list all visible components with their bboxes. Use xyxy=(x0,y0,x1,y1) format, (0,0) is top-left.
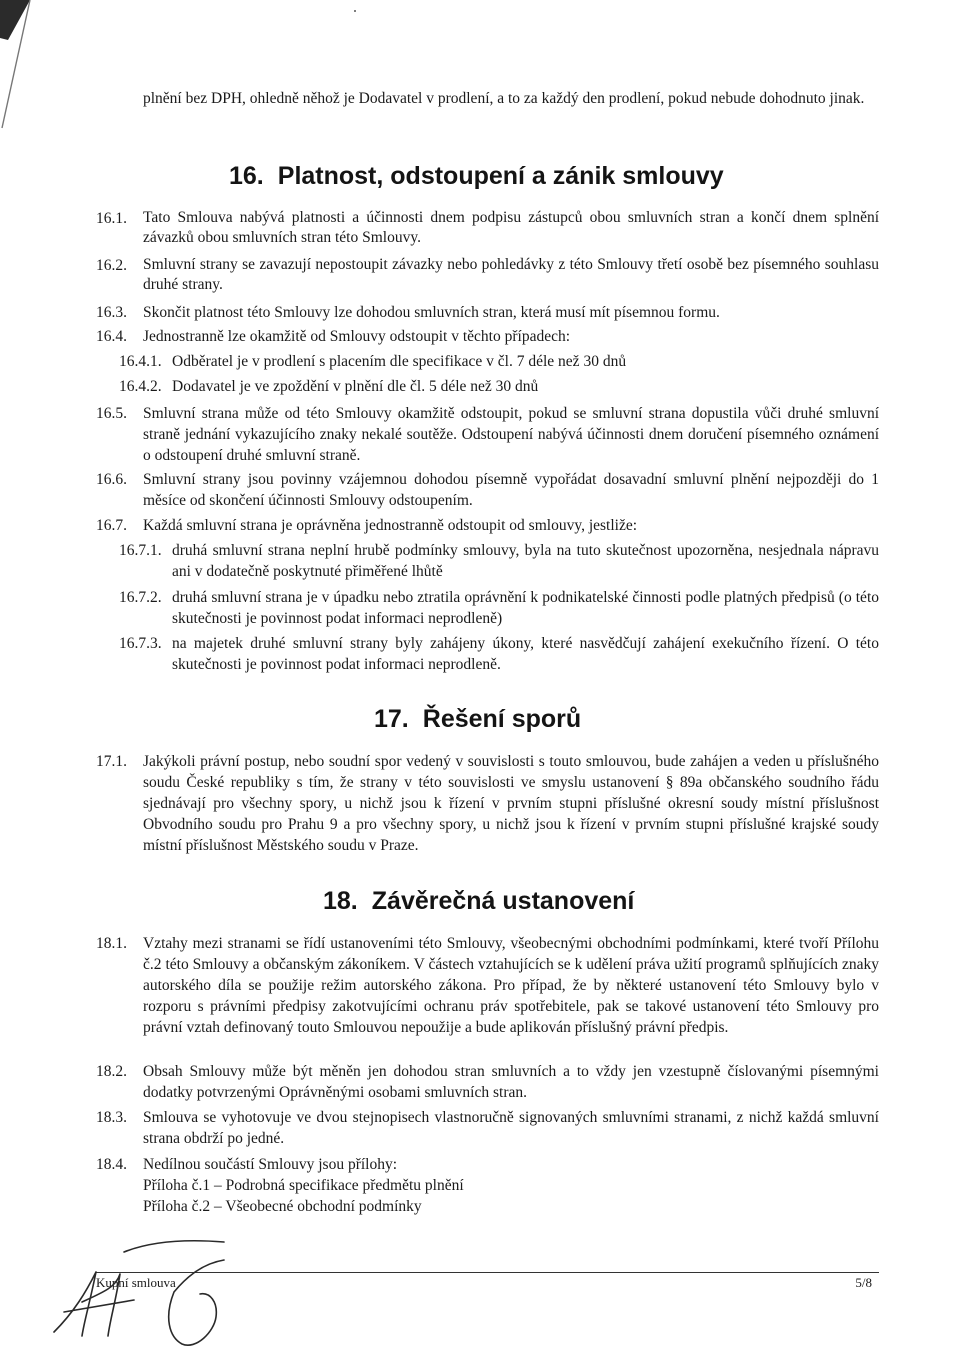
clause-number: 16.4.2. xyxy=(119,378,162,395)
clause-number: 18.2. xyxy=(96,1063,127,1080)
intro-paragraph: plnění bez DPH, ohledně něhož je Dodavatel v prodlení, a to za každý den prodlení, pokud nebude dohodnuto jinak. xyxy=(143,90,865,107)
section-18-heading xyxy=(323,886,634,916)
clause-text: na majetek druhé smluvní strany byly zahájeny úkony, které nasvědčují zahájení exekučního řízení. O této skutečnosti je povinnost podat informaci neprodleně. xyxy=(172,635,879,673)
section-16-heading xyxy=(229,161,724,191)
attachment-item: Příloha č.2 – Všeobecné obchodní podmínky xyxy=(143,1198,422,1215)
clause-number: 18.3. xyxy=(96,1109,127,1126)
clause-text: Každá smluvní strana je oprávněna jednostranně odstoupit od smlouvy, jestliže: xyxy=(143,517,638,534)
scan-edge-mark xyxy=(0,0,40,130)
clause-text: Smluvní strany se zavazují nepostoupit závazky nebo pohledávky z této Smlouvy třetí osobě bez písemného souhlasu druhé strany. xyxy=(143,256,879,293)
clause-text: Tato Smlouva nabývá platnosti a účinnosti dnem podpisu zástupců obou smluvních stran a končí dnem splnění závazků obou smluvních stran této Smlouvy. xyxy=(143,209,879,246)
section-17-heading xyxy=(374,704,581,734)
clause-text: Jednostranně lze okamžitě od Smlouvy odstoupit v těchto případech: xyxy=(143,328,571,345)
section-title: Platnost, odstoupení a zánik smlouvy xyxy=(277,162,724,190)
signature-scribble xyxy=(24,1232,254,1352)
clause-number: 16.2. xyxy=(96,257,127,274)
clause-text: druhá smluvní strana neplní hrubě podmínky smlouvy, byla na tuto skutečnost upozorněna, nesjednala nápravu ani v dodatečně poskytnuté přiměřené lhůtě xyxy=(172,542,879,580)
clause-text: Smluvní strany jsou povinny vzájemnou dohodou písemně vypořádat dosavadní smluvní plnění nejpozději do 1 měsíce od skončení účinnosti Smlouvy odstoupením. xyxy=(143,471,879,509)
clause-number: 17.1. xyxy=(96,753,127,770)
section-number: 16. xyxy=(229,162,264,190)
clause-number: 16.1. xyxy=(96,210,127,227)
section-title: Závěrečná ustanovení xyxy=(371,887,635,915)
clause-number: 16.7. xyxy=(96,517,127,534)
clause-number: 16.4. xyxy=(96,328,127,345)
clause-number: 16.7.3. xyxy=(119,635,162,652)
clause-text: Obsah Smlouvy může být měněn jen dohodou stran smluvních a to vždy jen vzestupně číslovanými písemnými dodatky potvrzenými Oprávněnými osobami smluvních stran. xyxy=(143,1063,879,1101)
clause-text: Odběratel je v prodlení s placením dle specifikace v čl. 7 déle než 30 dnů xyxy=(172,353,627,370)
clause-text: Skončit platnost této Smlouvy lze dohodou smluvních stran, která musí mít písemnou formu. xyxy=(143,304,720,321)
section-number: 17. xyxy=(374,705,409,733)
clause-text: Nedílnou součástí Smlouvy jsou přílohy: xyxy=(143,1156,398,1173)
clause-number: 18.1. xyxy=(96,935,127,952)
scan-speck xyxy=(354,10,356,12)
clause-text: Dodavatel je ve zpoždění v plnění dle čl. 5 déle než 30 dnů xyxy=(172,378,539,395)
clause-number: 18.4. xyxy=(96,1156,127,1173)
clause-body xyxy=(143,1154,879,1217)
clause-text: Smluvní strana může od této Smlouvy okamžitě odstoupit, pokud se smluvní strana dopustila vůči druhé smluvní straně jednání vykazujícího znaky nekalé soutěže. Odstoupení nabývá účinnosti dnem doručení písemného oznámení o odstoupení druhé smluvní straně. xyxy=(143,405,879,464)
attachment-item: Příloha č.1 – Podrobná specifikace předmětu plnění xyxy=(143,1177,464,1194)
clause-number: 16.6. xyxy=(96,471,127,488)
section-title: Řešení sporů xyxy=(422,705,582,733)
clause-number: 16.7.1. xyxy=(119,542,162,559)
footer-page-number: 5/8 xyxy=(855,1275,872,1290)
clause-number: 16.3. xyxy=(96,304,127,321)
clause-text: Jakýkoli právní postup, nebo soudní spor vedený v souvislosti s touto smlouvou, bude zahájen a veden u příslušného soudu České republiky s tím, že strany v této souvislosti ve smyslu ustanovení § 89a občanského soudního řádu sjednávají pro všechny spory, u nichž jsou k řízení v prvním stupni příslušné okresní soudy místní příslušnost Obvodního soudu pro Prahu 9 a pro všechny spory, u nichž jsou k řízení v prvním stupni příslušné krajské soudy místní příslušnost Městského soudu v Praze. xyxy=(143,753,879,854)
clause-text: Smlouva se vyhotovuje ve dvou stejnopisech vlastnoručně signovaných smluvními stranami, z nichž každá smluvní strana obdrží po jedné. xyxy=(143,1109,879,1147)
clause-text: Vztahy mezi stranami se řídí ustanoveními této Smlouvy, všeobecnými obchodními podmínkami, které tvoří Přílohu č.2 této Smlouvy a občanským zákoníkem. V částech vztahujících se k udělení práva užití programů splňujících znaky autorského díla se použije režim autorského zákona. Pro případ, že by některé ustanovení této Smlouvy bylo v rozporu s právními předpisy zakotvujícími ochranu práv spotřebitele, pak se takové ustanovení této Smlouvy pro právní vztah definovaný touto Smlouvou nepoužije a bude aplikován příslušný právní předpis. xyxy=(143,935,879,1036)
clause-text: druhá smluvní strana je v úpadku nebo ztratila oprávnění k podnikatelské činnosti podle platných předpisů (o této skutečnosti je povinnost podat informaci neprodleně) xyxy=(172,589,879,627)
clause-number: 16.5. xyxy=(96,405,127,422)
footer-document-name: Kupní smlouva xyxy=(96,1275,176,1290)
clause-number: 16.7.2. xyxy=(119,589,162,606)
clause-number: 16.4.1. xyxy=(119,353,162,370)
section-number: 18. xyxy=(323,887,358,915)
